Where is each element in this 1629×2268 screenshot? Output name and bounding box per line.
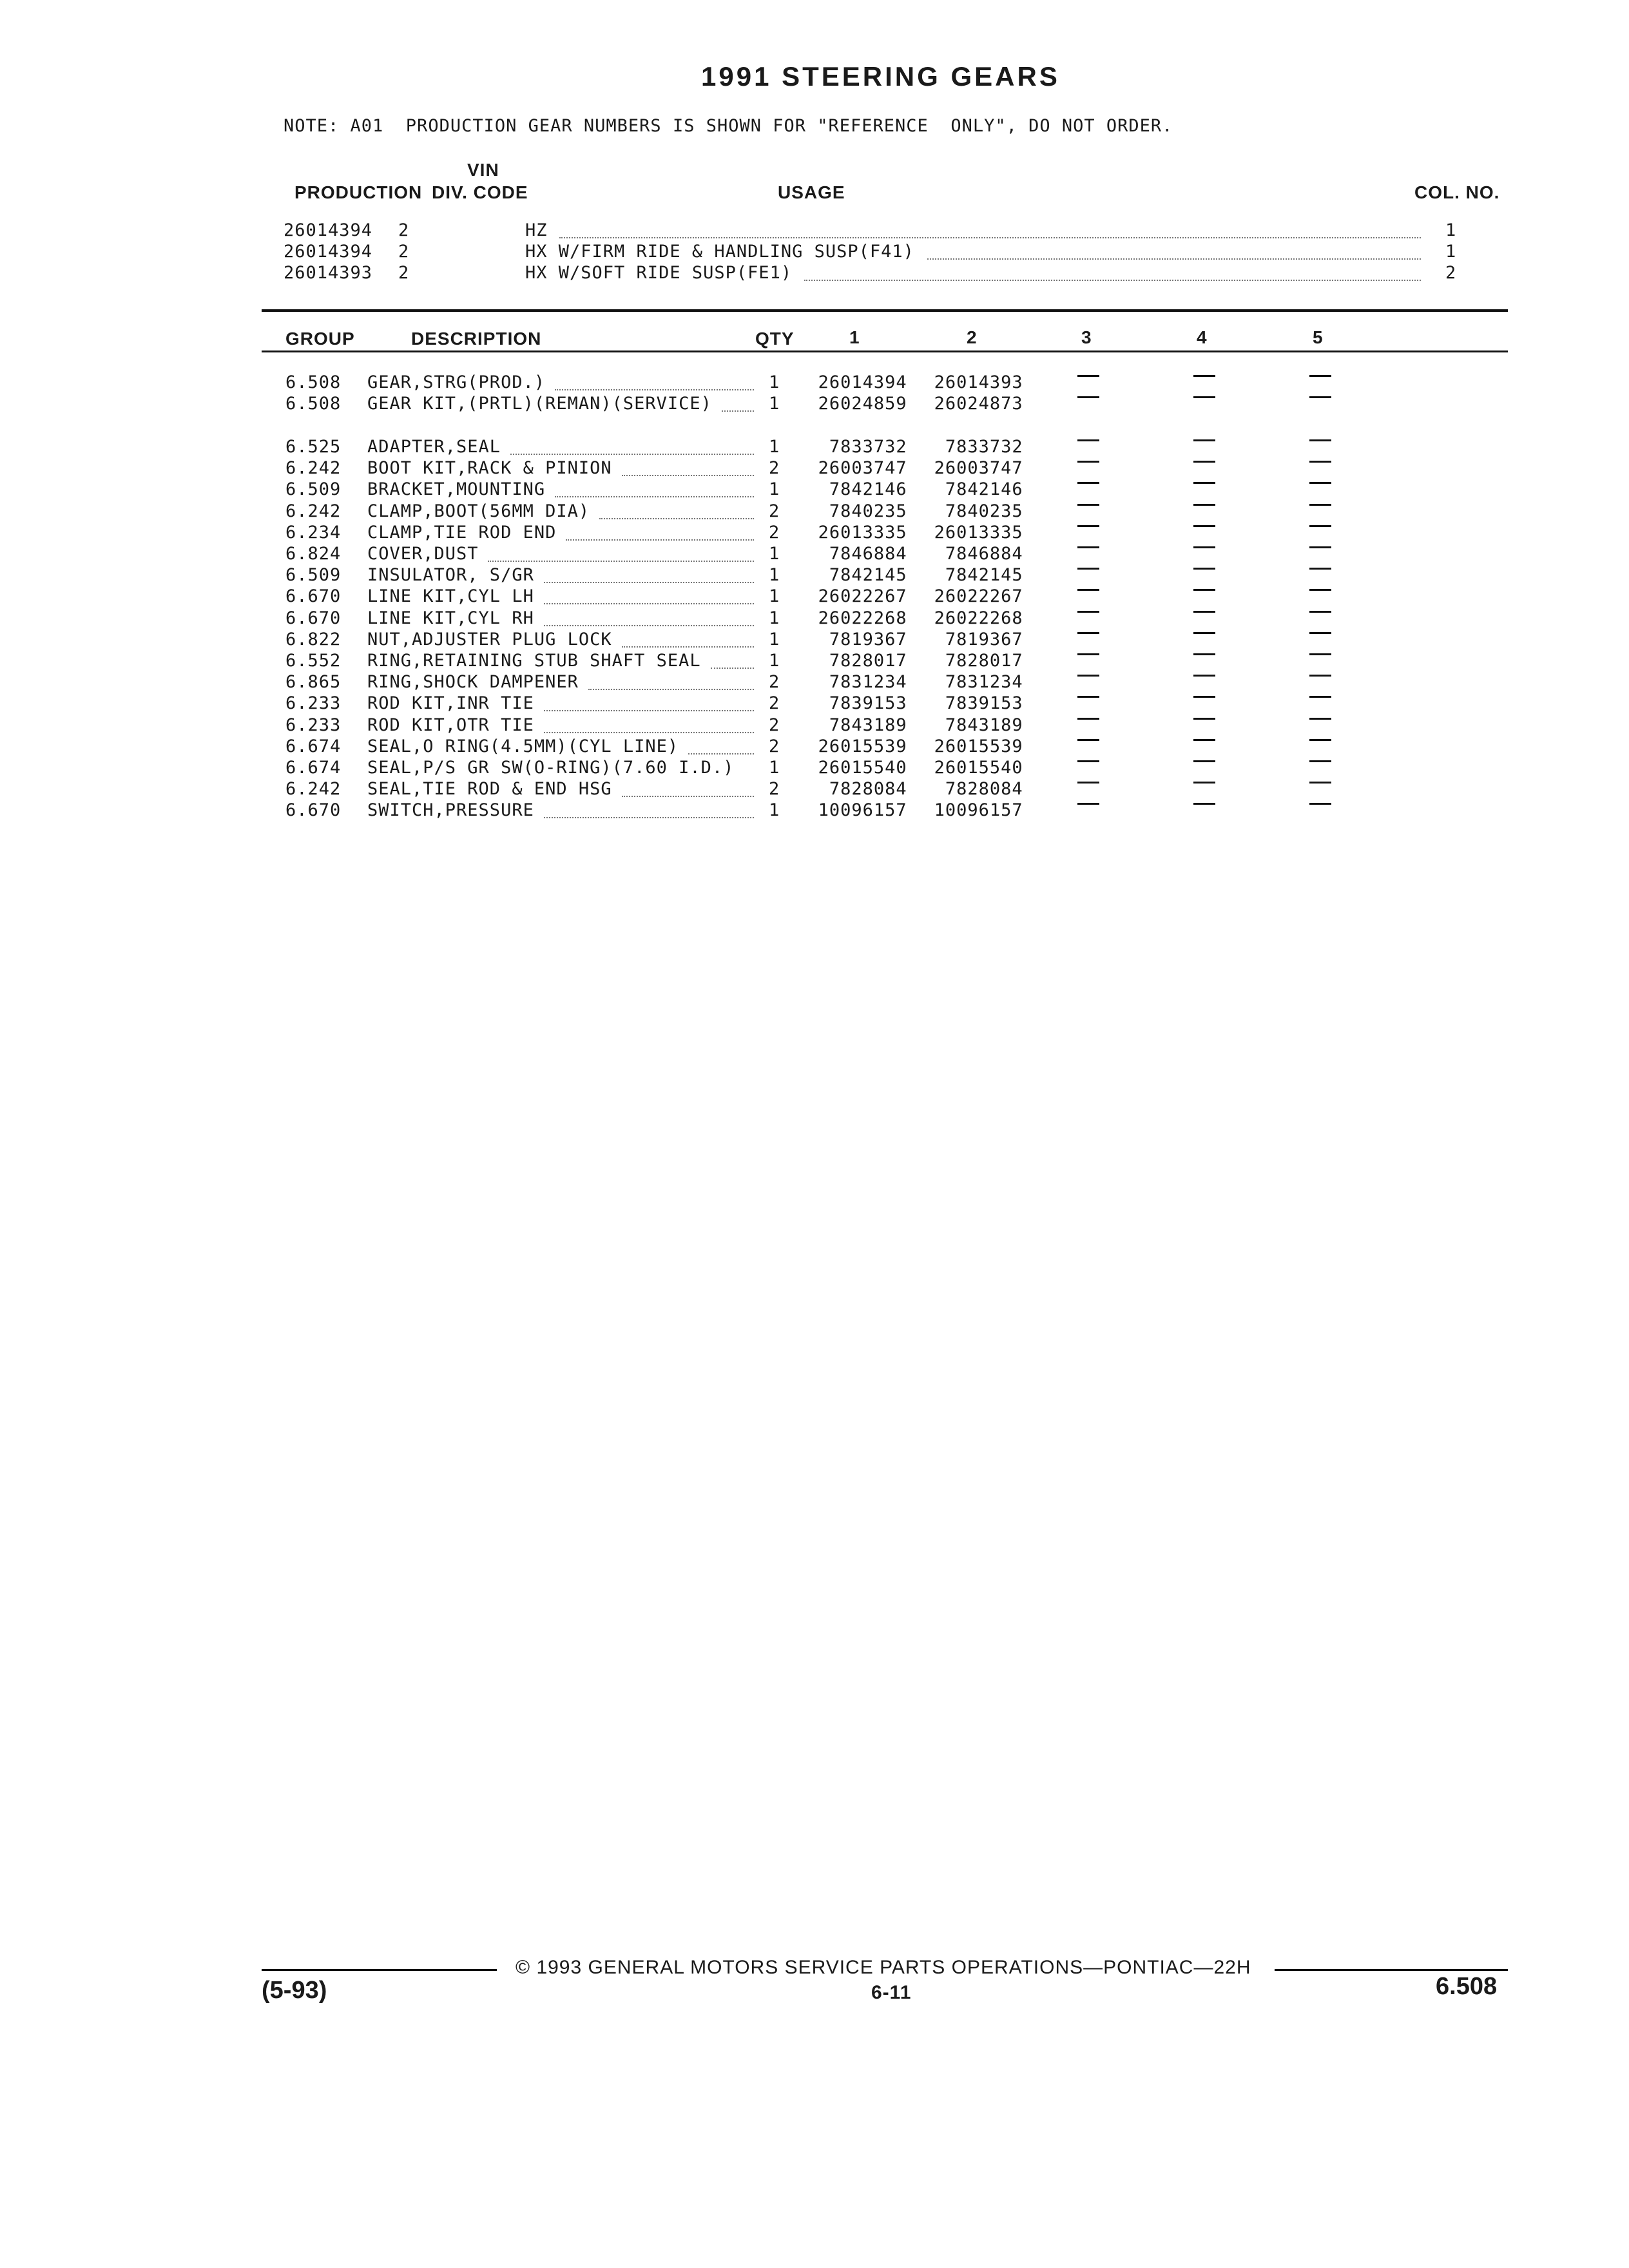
usage-col-no: 1 — [1445, 242, 1457, 262]
date-code: (5-93) — [262, 1977, 327, 2004]
col2-part-number: 7843189 — [945, 715, 1023, 735]
description-cell: ROD KIT,OTR TIE — [367, 715, 534, 735]
usage-col-no: 2 — [1445, 263, 1457, 283]
group-cell: 6.508 — [285, 372, 342, 392]
description-cell: GEAR KIT,(PRTL)(REMAN)(SERVICE) — [367, 394, 712, 414]
col3-empty-dash — [1077, 718, 1099, 720]
col5-empty-dash — [1309, 739, 1331, 741]
col1-part-number: 7828084 — [829, 779, 907, 800]
description-cell: RING,SHOCK DAMPENER — [367, 672, 579, 693]
leader-dots — [622, 796, 754, 797]
col2-part-number: 7842146 — [945, 479, 1023, 500]
col2-part-number: 26024873 — [934, 394, 1023, 414]
col2-part-number: 26022267 — [934, 586, 1023, 607]
group-cell: 6.670 — [285, 800, 342, 821]
qty-cell: 2 — [769, 522, 780, 543]
col3-empty-dash — [1077, 803, 1099, 805]
leader-dots — [555, 389, 754, 390]
header-bottom-rule — [262, 351, 1508, 352]
group-cell: 6.234 — [285, 522, 342, 543]
div-code-header: DIV. CODE — [432, 182, 528, 202]
group-cell: 6.674 — [285, 758, 342, 778]
leader-dots — [566, 539, 754, 541]
description-cell: RING,RETAINING STUB SHAFT SEAL — [367, 651, 701, 671]
qty-cell: 2 — [769, 736, 780, 756]
col3-empty-dash — [1077, 589, 1099, 591]
col3-empty-dash — [1077, 482, 1099, 484]
col1-part-number: 26003747 — [818, 458, 907, 479]
group-cell: 6.508 — [285, 394, 342, 414]
leader-dots — [544, 732, 755, 733]
group-cell: 6.865 — [285, 672, 342, 693]
description-cell: SEAL,O RING(4.5MM)(CYL LINE) — [367, 736, 679, 756]
description-cell: SEAL,P/S GR SW(O-RING)(7.60 I.D.) — [367, 758, 735, 778]
description-cell: GEAR,STRG(PROD.) — [367, 372, 546, 392]
col4-header: 4 — [1197, 327, 1208, 347]
qty-cell: 1 — [769, 394, 780, 414]
usage-div-code: 2 — [398, 220, 410, 240]
col3-empty-dash — [1077, 546, 1099, 548]
col2-part-number: 26003747 — [934, 458, 1023, 479]
col2-part-number: 10096157 — [934, 800, 1023, 821]
qty-cell: 2 — [769, 458, 780, 479]
description-cell: COVER,DUST — [367, 544, 479, 564]
qty-cell: 2 — [769, 715, 780, 735]
copyright-line: © 1993 GENERAL MOTORS SERVICE PARTS OPERATIONS—PONTIAC—22H — [516, 1957, 1251, 1978]
description-cell: INSULATOR, S/GR — [367, 565, 534, 586]
group-cell: 6.822 — [285, 629, 342, 649]
leader-dots — [544, 582, 755, 583]
col5-empty-dash — [1309, 461, 1331, 463]
usage-production: 26014394 — [284, 220, 373, 240]
col5-empty-dash — [1309, 782, 1331, 783]
qty-cell: 1 — [769, 479, 780, 500]
col5-empty-dash — [1309, 375, 1331, 377]
page-title: 1991 STEERING GEARS — [701, 61, 1060, 91]
col1-part-number: 26015540 — [818, 758, 907, 778]
leader-dots — [544, 603, 755, 604]
col4-empty-dash — [1193, 504, 1215, 506]
col4-empty-dash — [1193, 760, 1215, 762]
leader-dots — [544, 625, 755, 626]
col5-empty-dash — [1309, 718, 1331, 720]
group-cell: 6.233 — [285, 693, 342, 714]
footer-right-rule — [1275, 1969, 1508, 1971]
col4-empty-dash — [1193, 439, 1215, 441]
col5-empty-dash — [1309, 525, 1331, 527]
table-top-rule — [262, 309, 1508, 312]
usage-description: HX W/FIRM RIDE & HANDLING SUSP(F41) — [525, 242, 914, 262]
description-cell: CLAMP,BOOT(56MM DIA) — [367, 501, 590, 521]
col5-empty-dash — [1309, 589, 1331, 591]
col1-part-number: 7839153 — [829, 693, 907, 714]
usage-col-no: 1 — [1445, 220, 1457, 240]
col2-part-number: 7819367 — [945, 629, 1023, 649]
leader-dots — [488, 561, 754, 562]
col4-empty-dash — [1193, 461, 1215, 463]
col2-part-number: 7828017 — [945, 651, 1023, 671]
col3-empty-dash — [1077, 653, 1099, 655]
col1-part-number: 26014394 — [818, 372, 907, 392]
col2-part-number: 7839153 — [945, 693, 1023, 714]
col-no-header: COL. NO. — [1414, 182, 1500, 202]
col3-empty-dash — [1077, 632, 1099, 634]
leader-dots — [722, 410, 754, 412]
col5-header: 5 — [1313, 327, 1324, 347]
col4-empty-dash — [1193, 696, 1215, 698]
description-header: DESCRIPTION — [411, 329, 542, 349]
col1-part-number: 7842145 — [829, 565, 907, 586]
col1-part-number: 10096157 — [818, 800, 907, 821]
usage-div-code: 2 — [398, 263, 410, 283]
col3-empty-dash — [1077, 696, 1099, 698]
col5-empty-dash — [1309, 803, 1331, 805]
qty-cell: 1 — [769, 437, 780, 457]
col1-part-number: 7843189 — [829, 715, 907, 735]
col3-empty-dash — [1077, 461, 1099, 463]
usage-production: 26014393 — [284, 263, 373, 283]
col4-empty-dash — [1193, 589, 1215, 591]
description-cell: SWITCH,PRESSURE — [367, 800, 534, 821]
col2-part-number: 26022268 — [934, 608, 1023, 628]
col4-empty-dash — [1193, 632, 1215, 634]
qty-cell: 1 — [769, 586, 780, 607]
qty-cell: 1 — [769, 629, 780, 649]
col2-part-number: 26014393 — [934, 372, 1023, 392]
col4-empty-dash — [1193, 396, 1215, 398]
col5-empty-dash — [1309, 568, 1331, 570]
description-cell: ROD KIT,INR TIE — [367, 693, 534, 714]
qty-cell: 1 — [769, 565, 780, 586]
col5-empty-dash — [1309, 396, 1331, 398]
section-number: 6.508 — [1436, 1973, 1498, 2000]
col3-empty-dash — [1077, 611, 1099, 613]
col1-part-number: 7842146 — [829, 479, 907, 500]
description-cell: LINE KIT,CYL LH — [367, 586, 534, 607]
col1-part-number: 7846884 — [829, 544, 907, 564]
group-cell: 6.242 — [285, 458, 342, 479]
qty-cell: 1 — [769, 372, 780, 392]
leader-dots — [544, 817, 755, 818]
description-cell: ADAPTER,SEAL — [367, 437, 501, 457]
col5-empty-dash — [1309, 675, 1331, 677]
group-cell: 6.525 — [285, 437, 342, 457]
col4-empty-dash — [1193, 375, 1215, 377]
leader-dots — [804, 280, 1421, 281]
col3-empty-dash — [1077, 782, 1099, 783]
vin-header: VIN — [467, 160, 499, 180]
col5-empty-dash — [1309, 546, 1331, 548]
col4-empty-dash — [1193, 546, 1215, 548]
col2-part-number: 7840235 — [945, 501, 1023, 521]
col3-empty-dash — [1077, 760, 1099, 762]
description-cell: SEAL,TIE ROD & END HSG — [367, 779, 612, 800]
col4-empty-dash — [1193, 568, 1215, 570]
col3-header: 3 — [1081, 327, 1092, 347]
leader-dots — [711, 668, 754, 669]
group-cell: 6.509 — [285, 565, 342, 586]
col4-empty-dash — [1193, 739, 1215, 741]
production-header: PRODUCTION — [294, 182, 423, 202]
group-cell: 6.242 — [285, 501, 342, 521]
col1-part-number: 7819367 — [829, 629, 907, 649]
page-number: 6-11 — [871, 1982, 912, 2003]
col1-part-number: 26013335 — [818, 522, 907, 543]
qty-cell: 2 — [769, 501, 780, 521]
leader-dots — [622, 646, 754, 648]
description-cell: LINE KIT,CYL RH — [367, 608, 534, 628]
col4-empty-dash — [1193, 718, 1215, 720]
leader-dots — [544, 710, 755, 711]
qty-cell: 2 — [769, 779, 780, 800]
col1-part-number: 26022267 — [818, 586, 907, 607]
footer-left-rule — [262, 1969, 497, 1971]
leader-dots — [559, 237, 1421, 238]
usage-description: HZ — [525, 220, 548, 240]
col1-part-number: 7840235 — [829, 501, 907, 521]
group-cell: 6.242 — [285, 779, 342, 800]
qty-cell: 1 — [769, 544, 780, 564]
col1-part-number: 7833732 — [829, 437, 907, 457]
group-cell: 6.552 — [285, 651, 342, 671]
col3-empty-dash — [1077, 525, 1099, 527]
group-cell: 6.674 — [285, 736, 342, 756]
col3-empty-dash — [1077, 675, 1099, 677]
col5-empty-dash — [1309, 439, 1331, 441]
col4-empty-dash — [1193, 675, 1215, 677]
col3-empty-dash — [1077, 439, 1099, 441]
group-cell: 6.509 — [285, 479, 342, 500]
usage-header: USAGE — [778, 182, 845, 202]
col5-empty-dash — [1309, 482, 1331, 484]
col1-part-number: 26015539 — [818, 736, 907, 756]
qty-header: QTY — [755, 329, 795, 349]
col2-part-number: 7846884 — [945, 544, 1023, 564]
col5-empty-dash — [1309, 653, 1331, 655]
col3-empty-dash — [1077, 504, 1099, 506]
leader-dots — [688, 753, 754, 754]
usage-div-code: 2 — [398, 242, 410, 262]
group-header: GROUP — [285, 329, 355, 349]
leader-dots — [927, 258, 1422, 260]
leader-dots — [622, 475, 754, 476]
col2-part-number: 26015540 — [934, 758, 1023, 778]
col5-empty-dash — [1309, 611, 1331, 613]
leader-dots — [555, 496, 754, 497]
description-cell: BOOT KIT,RACK & PINION — [367, 458, 612, 479]
col5-empty-dash — [1309, 632, 1331, 634]
col4-empty-dash — [1193, 803, 1215, 805]
qty-cell: 1 — [769, 758, 780, 778]
col3-empty-dash — [1077, 739, 1099, 741]
usage-production: 26014394 — [284, 242, 373, 262]
qty-cell: 1 — [769, 608, 780, 628]
col4-empty-dash — [1193, 482, 1215, 484]
col2-part-number: 7828084 — [945, 779, 1023, 800]
col4-empty-dash — [1193, 782, 1215, 783]
description-cell: BRACKET,MOUNTING — [367, 479, 546, 500]
col1-part-number: 26024859 — [818, 394, 907, 414]
col1-part-number: 26022268 — [818, 608, 907, 628]
qty-cell: 1 — [769, 651, 780, 671]
col2-part-number: 7842145 — [945, 565, 1023, 586]
group-cell: 6.824 — [285, 544, 342, 564]
description-cell: CLAMP,TIE ROD END — [367, 522, 557, 543]
col4-empty-dash — [1193, 653, 1215, 655]
col2-part-number: 7833732 — [945, 437, 1023, 457]
usage-description: HX W/SOFT RIDE SUSP(FE1) — [525, 263, 793, 283]
reference-note: NOTE: A01 PRODUCTION GEAR NUMBERS IS SHOWN FOR "REFERENCE ONLY", DO NOT ORDER. — [284, 116, 1173, 136]
leader-dots — [599, 518, 754, 519]
qty-cell: 2 — [769, 672, 780, 693]
qty-cell: 2 — [769, 693, 780, 714]
col2-header: 2 — [967, 327, 978, 347]
col2-part-number: 26013335 — [934, 522, 1023, 543]
col4-empty-dash — [1193, 525, 1215, 527]
group-cell: 6.233 — [285, 715, 342, 735]
col1-header: 1 — [849, 327, 860, 347]
group-cell: 6.670 — [285, 586, 342, 607]
col3-empty-dash — [1077, 568, 1099, 570]
col3-empty-dash — [1077, 375, 1099, 377]
description-cell: NUT,ADJUSTER PLUG LOCK — [367, 629, 612, 649]
col5-empty-dash — [1309, 504, 1331, 506]
leader-dots — [588, 689, 754, 690]
col4-empty-dash — [1193, 611, 1215, 613]
leader-dots — [510, 454, 754, 455]
col1-part-number: 7828017 — [829, 651, 907, 671]
col5-empty-dash — [1309, 760, 1331, 762]
col3-empty-dash — [1077, 396, 1099, 398]
col1-part-number: 7831234 — [829, 672, 907, 693]
qty-cell: 1 — [769, 800, 780, 821]
col2-part-number: 7831234 — [945, 672, 1023, 693]
col5-empty-dash — [1309, 696, 1331, 698]
group-cell: 6.670 — [285, 608, 342, 628]
col2-part-number: 26015539 — [934, 736, 1023, 756]
